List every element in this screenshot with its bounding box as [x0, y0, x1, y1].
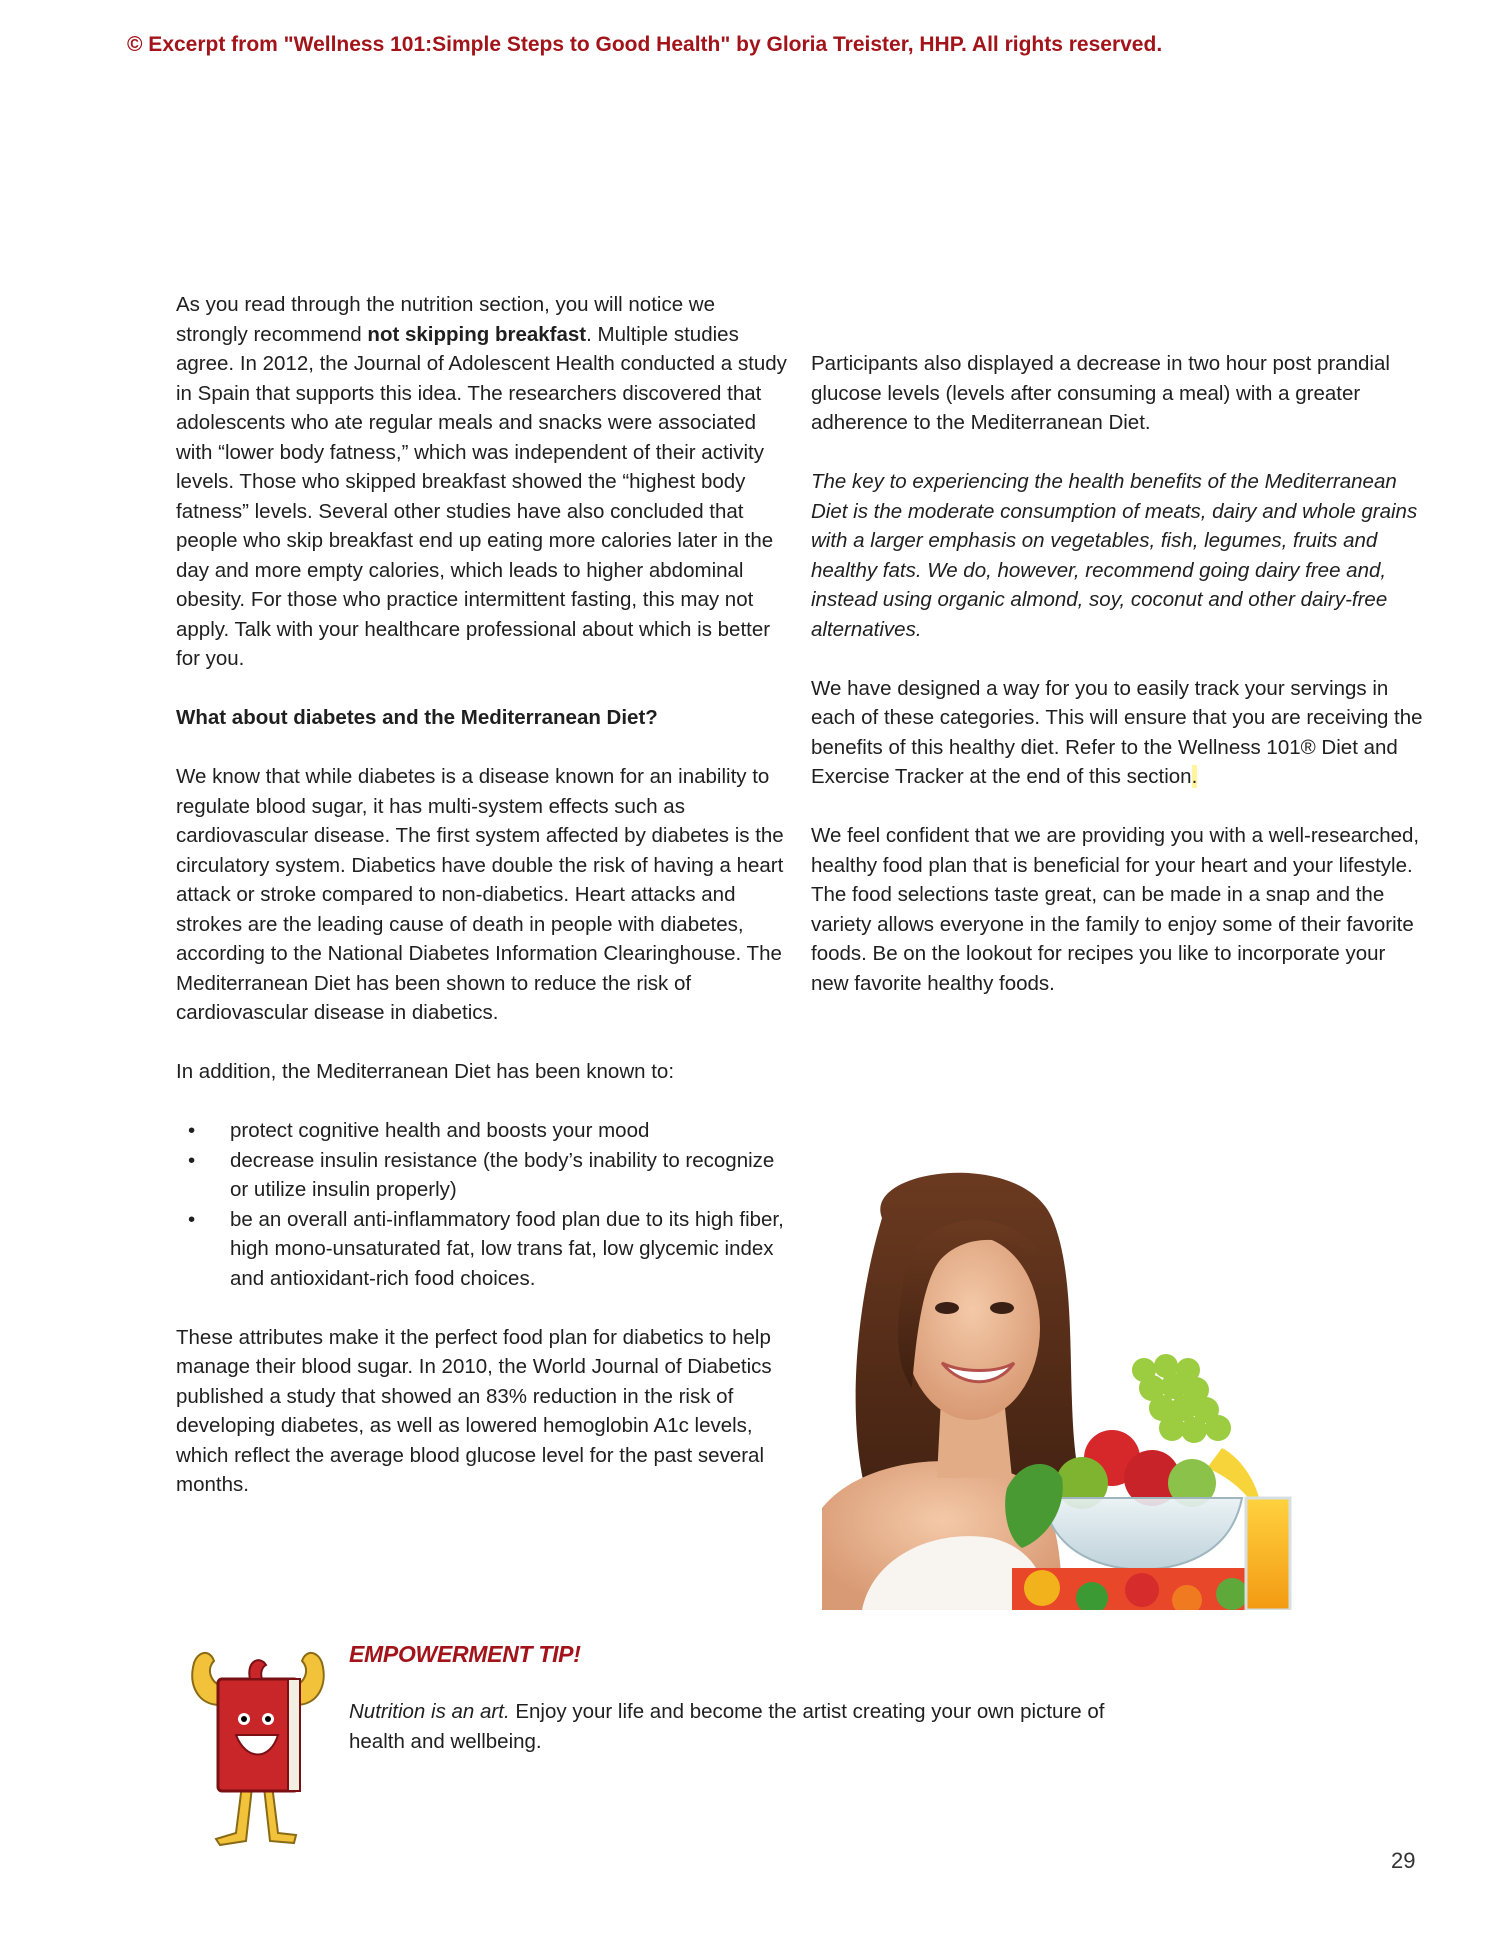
- grapes-shape: [1132, 1354, 1231, 1443]
- breakfast-emphasis: not skipping breakfast: [367, 322, 587, 346]
- glass-bowl-shape: [1042, 1498, 1242, 1570]
- empowerment-tip-text: [349, 1697, 1109, 1756]
- list-item: [176, 1205, 788, 1294]
- diabetes-paragraph: We know that while diabetes is a disease known for an inability to regulate blood sugar, it has multi-system effects such as cardiovascular disease. The first system affected by diabetes is the circulatory system. Diabetics have double the risk of having a heart attack or stroke compared to non-diabetics. Heart attacks and strokes are the leading cause of death in people with diabetes, according to the National Diabetes Information Clearinghouse. The Mediterranean Diet has been shown to reduce the risk of cardiovascular disease in diabetics.: [176, 765, 784, 1024]
- list-item: [176, 1146, 788, 1205]
- mascot-illustration: [180, 1635, 336, 1847]
- woman-with-fruit-photo: [822, 1158, 1298, 1610]
- breakfast-text-end: . Multiple studies agree. In 2012, the Journal of Adolescent Health conducted a study in Spain that supports this idea. The researchers discovered that adolescents who ate regular meals and snacks were associated with “lower body fatness,” which was independent of their activity levels. Those who skipped breakfast showed the “highest body fatness” levels. Several other studies have also concluded that people who skip breakfast end up eating more calories later in the day and more empty calories, which leads to higher abdominal obesity. For those who practice intermittent fasting, this may not apply. Talk with your healthcare professional about which is better for you.: [176, 322, 787, 670]
- diabetes-heading: What about diabetes and the Mediterranean Diet?: [176, 706, 658, 729]
- tip-body: Enjoy your life and become the artist creating your own picture of health and wellbeing.: [349, 1700, 1105, 1753]
- list-item-text: be an overall anti-inflammatory food plan due to its high fiber, high mono-unsaturated fat, low trans fat, low glycemic index and antioxidant-rich food choices.: [230, 1207, 784, 1290]
- list-item-text: protect cognitive health and boosts your mood: [230, 1119, 650, 1142]
- attributes-paragraph: These attributes make it the perfect food plan for diabetics to help manage their blood sugar. In 2010, the World Journal of Diabetics published a study that showed an 83% reduction in the risk of developing diabetes, as well as lowered hemoglobin A1c levels, which reflect the average blood glucose level for the past several months.: [176, 1325, 772, 1496]
- tracker-paragraph: [811, 674, 1423, 792]
- vegetables-shape: [1012, 1568, 1272, 1610]
- breakfast-paragraph: [176, 290, 788, 674]
- left-column: [176, 290, 788, 1529]
- benefits-list: [176, 1116, 788, 1293]
- addition-intro: In addition, the Mediterranean Diet has been known to:: [176, 1060, 675, 1083]
- tip-lead: Nutrition is an art.: [349, 1700, 510, 1723]
- bullet-icon: •: [188, 1148, 196, 1172]
- left-eye-shape: [935, 1302, 959, 1314]
- participants-paragraph: Participants also displayed a decrease in two hour post prandial glucose levels (levels after consuming a meal) with a greater adherence to the Mediterranean Diet.: [811, 352, 1390, 434]
- right-column: [811, 349, 1423, 1028]
- bullet-icon: •: [188, 1119, 196, 1142]
- empowerment-tip-title: EMPOWERMENT TIP!: [349, 1641, 581, 1667]
- book-mascot-icon: [180, 1635, 336, 1847]
- right-eye-shape: [990, 1302, 1014, 1314]
- confidence-paragraph: We feel confident that we are providing you with a well-researched, healthy food plan that is beneficial for your heart and your lifestyle. The food selections taste great, can be made in a snap and the variety allows everyone in the family to enjoy some of their favorite foods. Be on the lookout for recipes you like to incorporate your new favorite healthy foods.: [811, 824, 1420, 995]
- bullet-icon: •: [188, 1207, 196, 1231]
- page-number: 29: [1391, 1848, 1416, 1873]
- copyright-notice: © Excerpt from "Wellness 101:Simple Steps to Good Health" by Gloria Treister, HHP. All rights reserved.: [127, 33, 1163, 56]
- juice-glass-shape: [1246, 1498, 1290, 1610]
- list-item: [176, 1116, 788, 1146]
- highlight-mark: .: [1191, 765, 1198, 788]
- tracker-text: We have designed a way for you to easily track your servings in each of these categories. This will ensure that you are receiving the benefits of this healthy diet. Refer to the Wellness 101® Diet and Exercise Tracker at the end of this section: [811, 676, 1423, 788]
- breakfast-text-start: As you read through the nutrition section, you will notice we strongly recommend: [176, 293, 715, 346]
- photo-illustration: [822, 1158, 1298, 1610]
- list-item-text: decrease insulin resistance (the body’s inability to recognize or utilize insulin properly): [230, 1148, 775, 1201]
- key-benefits-paragraph: The key to experiencing the health benefits of the Mediterranean Diet is the moderate consumption of meats, dairy and whole grains with a larger emphasis on vegetables, fish, legumes, fruits and healthy fats. We do, however, recommend going dairy free and, instead using organic almond, soy, coconut and other dairy-free alternatives.: [811, 470, 1418, 641]
